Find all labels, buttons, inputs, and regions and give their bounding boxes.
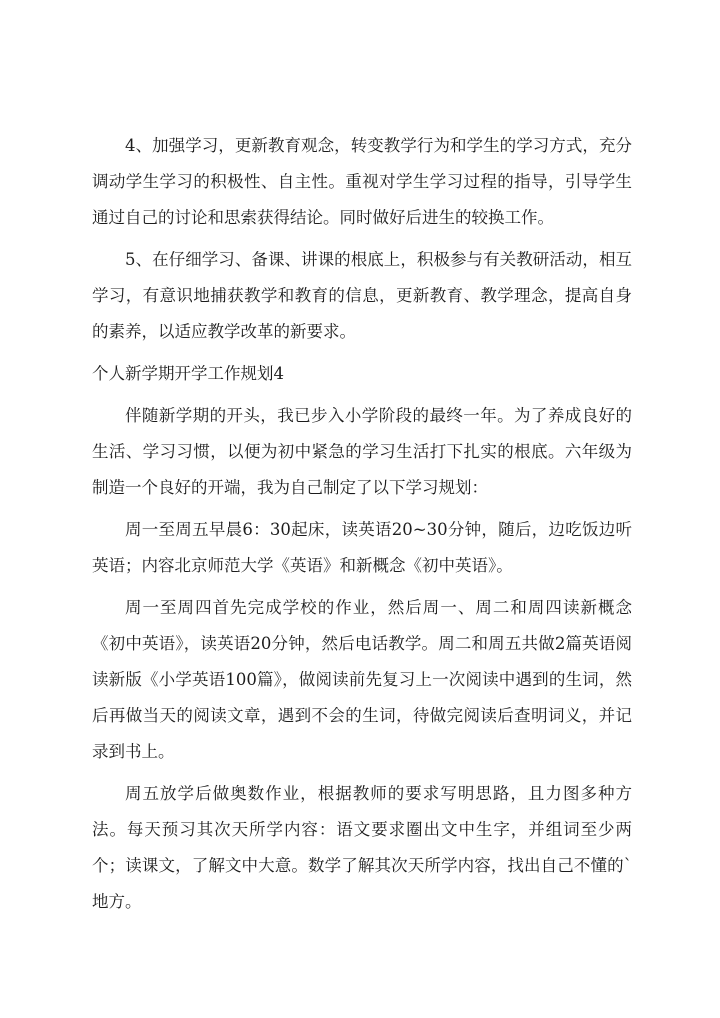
paragraph-2: 5、在仔细学习、备课、讲课的根底上，积极参与有关教研活动，相互学习，有意识地捕获教学和教育的信息，更新教育、教学理念，提高自身的素养，以适应教学改革的新要求。 [92, 250, 632, 341]
paragraph-3: 伴随新学期的开头，我已步入小学阶段的最终一年。为了养成良好的生活、学习习惯，以便为初中紧急的学习生活打下扎实的根底。六年级为制造一个良好的开端，我为自己制定了以下学习规划： [92, 406, 632, 497]
paragraph-6: 周五放学后做奥数作业，根据教师的要求写明思路，且力图多种方法。每天预习其次天所学内容：语文要求圈出文中生字，并组词至少两个；读课文，了解文中大意。数学了解其次天所学内容，找出自己不懂的`地方。 [92, 784, 632, 911]
paragraph-4: 周一至周五早晨6：30起床，读英语20~30分钟，随后，边吃饭边听英语；内容北京师范大学《英语》和新概念《初中英语》。 [92, 520, 632, 575]
paragraph-5: 周一至周四首先完成学校的作业，然后周一、周二和周四读新概念《初中英语》，读英语20分钟，然后电话教学。周二和周五共做2篇英语阅读新版《小学英语100篇》，做阅读前先复习上一次阅读中遇到的生词，然后再做当天的阅读文章，遇到不会的生词，待做完阅读后查明词义，并记录到书上。 [92, 598, 632, 761]
section-heading: 个人新学期开学工作规划4 [92, 364, 284, 383]
document-page [92, 128, 632, 926]
paragraph-1: 4、加强学习，更新教育观念，转变教学行为和学生的学习方式，充分调动学生学习的积极性、自主性。重视对学生学习过程的指导，引导学生通过自己的讨论和思索获得结论。同时做好后进生的较换工作。 [92, 136, 632, 227]
